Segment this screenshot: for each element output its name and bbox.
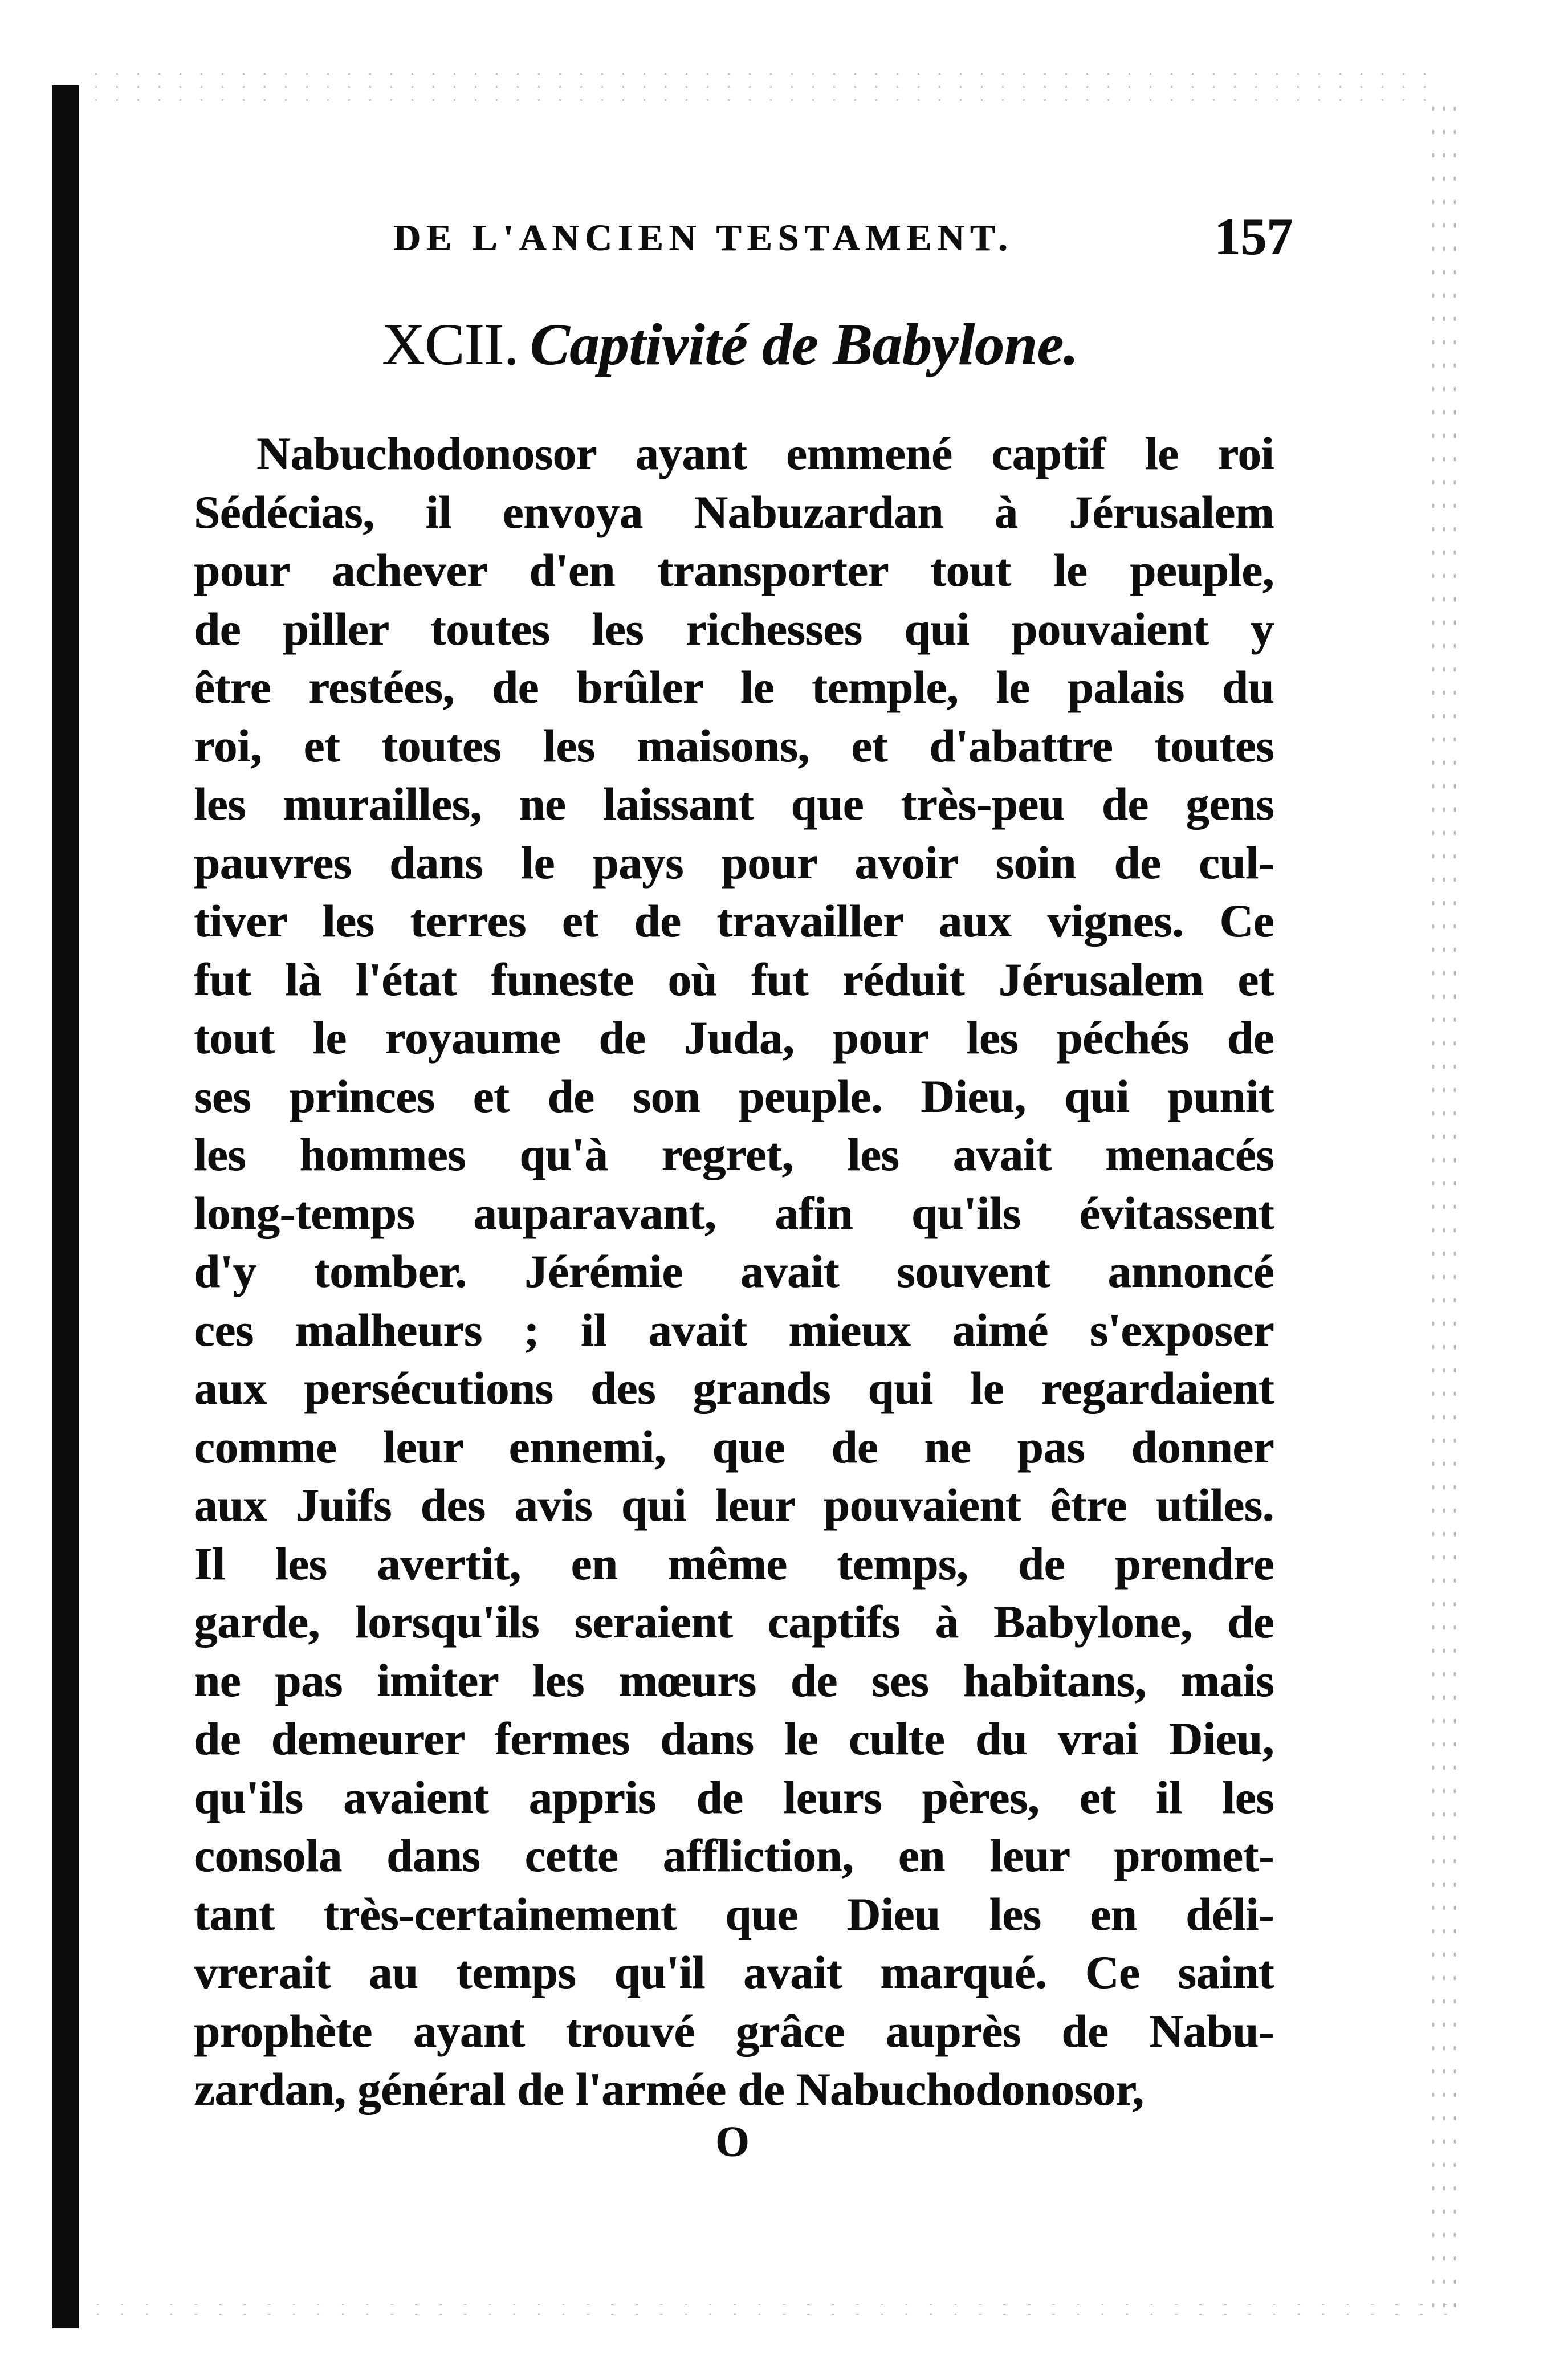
text-line: les hommes qu'à regret, les avait menacés (194, 1128, 1274, 1180)
page-number: 157 (1214, 207, 1293, 266)
text-line: tant très-certainement que Dieu les en déli- (194, 1888, 1274, 1940)
text-line: Il les avertit, en même temps, de prendre (194, 1537, 1274, 1590)
text-line: Sédécias, il envoya Nabuzardan à Jérusalem (194, 486, 1274, 538)
text-line: ses princes et de son peuple. Dieu, qui punit (194, 1070, 1274, 1122)
text-line: de piller toutes les richesses qui pouvaient y (194, 602, 1274, 655)
text-line: pauvres dans le pays pour avoir soin de cul- (194, 836, 1274, 889)
body-paragraph (194, 425, 1274, 2119)
text-line: être restées, de brûler le temple, le palais du (194, 661, 1274, 713)
text-line: d'y tomber. Jérémie avait souvent annoncé (194, 1245, 1274, 1297)
text-line: qu'ils avaient appris de leurs pères, et il les (194, 1771, 1274, 1823)
text-line: tiver les terres et de travailler aux vignes. Ce (194, 895, 1274, 947)
text-line: aux persécutions des grands qui le regardaient (194, 1362, 1274, 1414)
text-line: Nabuchodonosor ayant emmené captif le roi (256, 427, 1274, 479)
text-line: vrerait au temps qu'il avait marqué. Ce saint (194, 1946, 1274, 1998)
text-line: roi, et toutes les maisons, et d'abattre toutes (194, 719, 1274, 772)
binding-shadow (52, 85, 79, 2328)
text-line: ces malheurs ; il avait mieux aimé s'exposer (194, 1303, 1274, 1356)
text-line: aux Juifs des avis qui leur pouvaient être utiles. (194, 1479, 1274, 1531)
chapter-heading (382, 311, 1078, 378)
text-line: prophète ayant trouvé grâce auprès de Nabu- (194, 2004, 1274, 2057)
text-line: fut là l'état funeste où fut réduit Jérusalem et (194, 953, 1274, 1005)
text-line: pour achever d'en transporter tout le peuple, (194, 544, 1274, 596)
chapter-number: XCII. (382, 312, 519, 377)
text-line: comme leur ennemi, que de ne pas donner (194, 1420, 1274, 1473)
text-line: zardan, général de l'armée de Nabuchodonosor, (194, 2063, 1144, 2115)
text-line: tout le royaume de Juda, pour les péchés de (194, 1012, 1274, 1064)
chapter-title: Captivité de Babylone. (530, 312, 1078, 377)
text-line: garde, lorsqu'ils seraient captifs à Babylone, de (194, 1596, 1274, 1648)
text-line: les murailles, ne laissant que très-peu de gens (194, 778, 1274, 830)
scan-speckle-right (1428, 97, 1462, 2320)
running-title: DE L'ANCIEN TESTAMENT. (393, 217, 1013, 259)
text-line: ne pas imiter les mœurs de ses habitans, mais (194, 1654, 1274, 1706)
text-line: consola dans cette affliction, en leur promet- (194, 1830, 1274, 1881)
scan-speckle-top (85, 67, 1431, 101)
scan-speckle-bottom (85, 2300, 1453, 2323)
text-line: de demeurer fermes dans le culte du vrai Dieu, (194, 1713, 1274, 1765)
text-line: long-temps auparavant, afin qu'ils évitassent (194, 1187, 1274, 1239)
signature-mark: O (715, 2118, 750, 2166)
